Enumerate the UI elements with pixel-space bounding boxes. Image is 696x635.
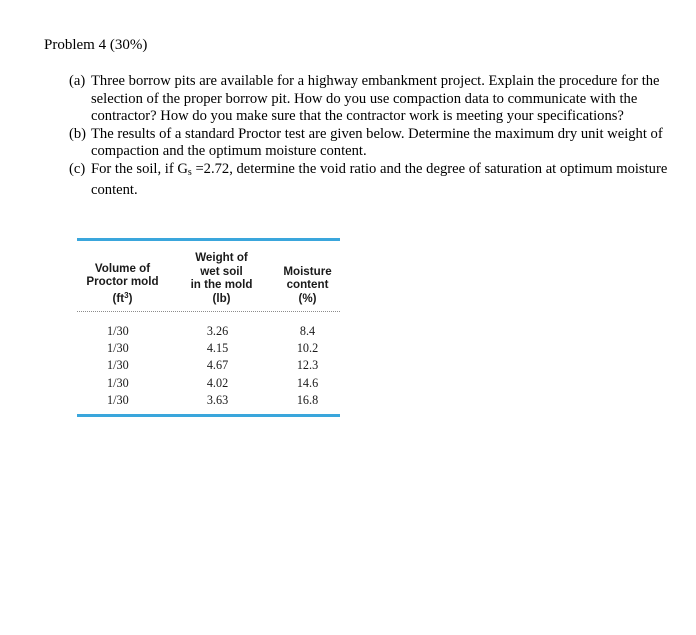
table-row: [77, 392, 340, 409]
table-body: [77, 312, 340, 409]
part-c: [69, 161, 674, 199]
table-bottom-rule: [77, 414, 340, 417]
part-c-label: (c): [69, 160, 86, 177]
cell-volume: 1/30: [107, 323, 129, 338]
cell-weight: 3.63: [206, 393, 229, 408]
problem-title: Problem 4 (30%): [44, 37, 148, 53]
header-weight: Weight of wet soil in the mold (lb): [190, 251, 253, 305]
cell-moisture: 12.3: [296, 358, 319, 373]
part-c-text-after: =2.72, determine the void ratio and the degree of saturation at optimum moisture content.: [91, 160, 668, 198]
header-moisture: Moisture content (%): [283, 264, 332, 305]
header-volume-sup: 3: [124, 290, 129, 300]
cell-moisture: 16.8: [296, 393, 319, 408]
table-row: [77, 357, 340, 374]
proctor-test-table: [77, 238, 340, 417]
part-c-text: [91, 161, 674, 199]
table-header: [77, 241, 340, 305]
part-b-text: The results of a standard Proctor test are given below. Determine the maximum dry unit weight of compaction and the optimum moisture content.: [91, 125, 663, 160]
part-a-label: (a): [69, 73, 86, 89]
cell-weight: 4.02: [206, 375, 229, 390]
cell-moisture: 14.6: [296, 375, 319, 390]
header-volume-tail: ): [128, 291, 133, 305]
part-c-text-before: For the soil, if G: [91, 160, 188, 177]
table-row: [77, 322, 340, 339]
cell-volume: 1/30: [107, 340, 129, 355]
part-c-subscript: s: [187, 166, 192, 178]
cell-moisture: 10.2: [296, 340, 319, 355]
cell-volume: 1/30: [107, 375, 129, 390]
cell-weight: 3.26: [206, 323, 229, 338]
table-row: [77, 340, 340, 357]
cell-moisture: 8.4: [299, 323, 316, 338]
part-a-text: Three borrow pits are available for a highway embankment project. Explain the procedure for the selection of the proper borrow pit. How do you use compaction data to communicate with the contractor? How do you make sure that the contractor work is meeting your specifications?: [91, 73, 660, 125]
cell-weight: 4.67: [206, 358, 229, 373]
header-volume: [77, 262, 168, 306]
cell-weight: 4.15: [206, 340, 229, 355]
part-b: [69, 126, 674, 161]
cell-volume: 1/30: [107, 358, 129, 373]
table-row: [77, 375, 340, 392]
part-b-label: (b): [69, 125, 87, 142]
part-a: [69, 73, 674, 126]
cell-volume: 1/30: [107, 393, 129, 408]
problem-parts: [69, 73, 674, 199]
header-volume-text: Volume of Proctor mold (ft: [86, 261, 159, 305]
